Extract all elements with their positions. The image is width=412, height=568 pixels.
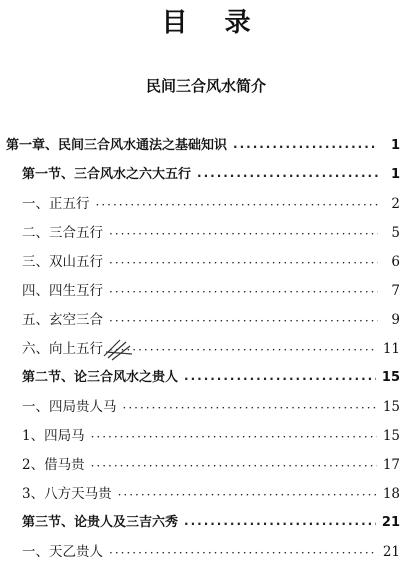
- dot-leader: [197, 167, 378, 185]
- toc-entry-label: 二、三合五行: [22, 225, 103, 241]
- toc-entry[interactable]: [22, 339, 400, 359]
- toc-entry[interactable]: [22, 426, 400, 446]
- dot-leader: [184, 515, 376, 533]
- toc-entry-page: 15: [381, 370, 400, 385]
- toc-entry-page: 21: [381, 515, 400, 530]
- toc-entry-page: 6: [391, 254, 400, 270]
- toc-entry[interactable]: [22, 281, 400, 301]
- toc-entry[interactable]: [22, 252, 400, 272]
- dot-leader: [109, 312, 378, 330]
- dot-leader: [91, 457, 377, 475]
- toc-entry-page: 2: [391, 196, 400, 212]
- page-subtitle: 民间三合风水简介: [145, 77, 266, 95]
- dot-leader: [109, 225, 378, 243]
- toc-entry-label: 第二节、论三合风水之贵人: [22, 370, 179, 385]
- toc-entry-label: 1、四局马: [22, 428, 85, 444]
- toc-entry-page: 11: [382, 341, 400, 357]
- toc-entry-page: 9: [391, 312, 400, 328]
- dot-leader: [96, 196, 379, 214]
- toc-entry[interactable]: [22, 194, 400, 214]
- toc-entry[interactable]: [22, 310, 400, 330]
- toc-entry[interactable]: [22, 513, 400, 533]
- page-title: 目 录: [161, 8, 265, 38]
- toc-entry[interactable]: [22, 397, 400, 417]
- toc-entry-label: 五、玄空三合: [22, 312, 103, 328]
- toc-entry-label: 一、四局贵人马: [22, 399, 117, 415]
- toc-entry[interactable]: [22, 455, 400, 475]
- toc-entry-label: 3、八方天马贵: [22, 486, 112, 502]
- toc-entry[interactable]: [22, 542, 400, 562]
- toc-entry-page: 7: [391, 283, 400, 299]
- toc-entry-page: 18: [382, 486, 400, 502]
- toc-entry-page: 15: [382, 399, 400, 415]
- toc-entry-page: 5: [391, 225, 400, 241]
- dot-leader: [91, 428, 377, 446]
- dot-leader: [109, 283, 378, 301]
- dot-leader: [123, 399, 377, 417]
- toc-entry-page: 1: [390, 167, 400, 182]
- toc-entry-label: 第一节、三合风水之六大五行: [22, 167, 192, 182]
- toc-entry[interactable]: [6, 136, 400, 156]
- dot-leader: [118, 486, 377, 504]
- toc-entry-label: 2、借马贵: [22, 457, 85, 473]
- toc-entry-label: 一、天乙贵人: [22, 544, 103, 560]
- toc-entry[interactable]: [22, 223, 400, 243]
- pen-scribble-mark: [100, 334, 136, 364]
- toc-entry[interactable]: [22, 484, 400, 504]
- dot-leader: [109, 544, 377, 562]
- toc-entry-page: 17: [382, 457, 400, 473]
- toc-entry[interactable]: [22, 165, 400, 185]
- dot-leader: [233, 138, 378, 156]
- toc-entry-label: 第三节、论贵人及三吉六秀: [22, 515, 179, 530]
- toc-entry-label: 第一章、民间三合风水通法之基础知识: [6, 138, 228, 153]
- toc-entry-page: 15: [382, 428, 400, 444]
- toc-entry-label: 四、四生互行: [22, 283, 103, 299]
- dot-leader: [109, 254, 378, 272]
- toc-entry-page: 1: [390, 138, 400, 153]
- toc-entry-label: 一、正五行: [22, 196, 90, 212]
- toc-entry-label: 六、向上五行: [22, 341, 103, 357]
- dot-leader: [109, 341, 377, 359]
- toc-entry-label: 三、双山五行: [22, 254, 103, 270]
- toc-entry-page: 21: [382, 544, 400, 560]
- dot-leader: [184, 370, 376, 388]
- toc-entry[interactable]: [22, 368, 400, 388]
